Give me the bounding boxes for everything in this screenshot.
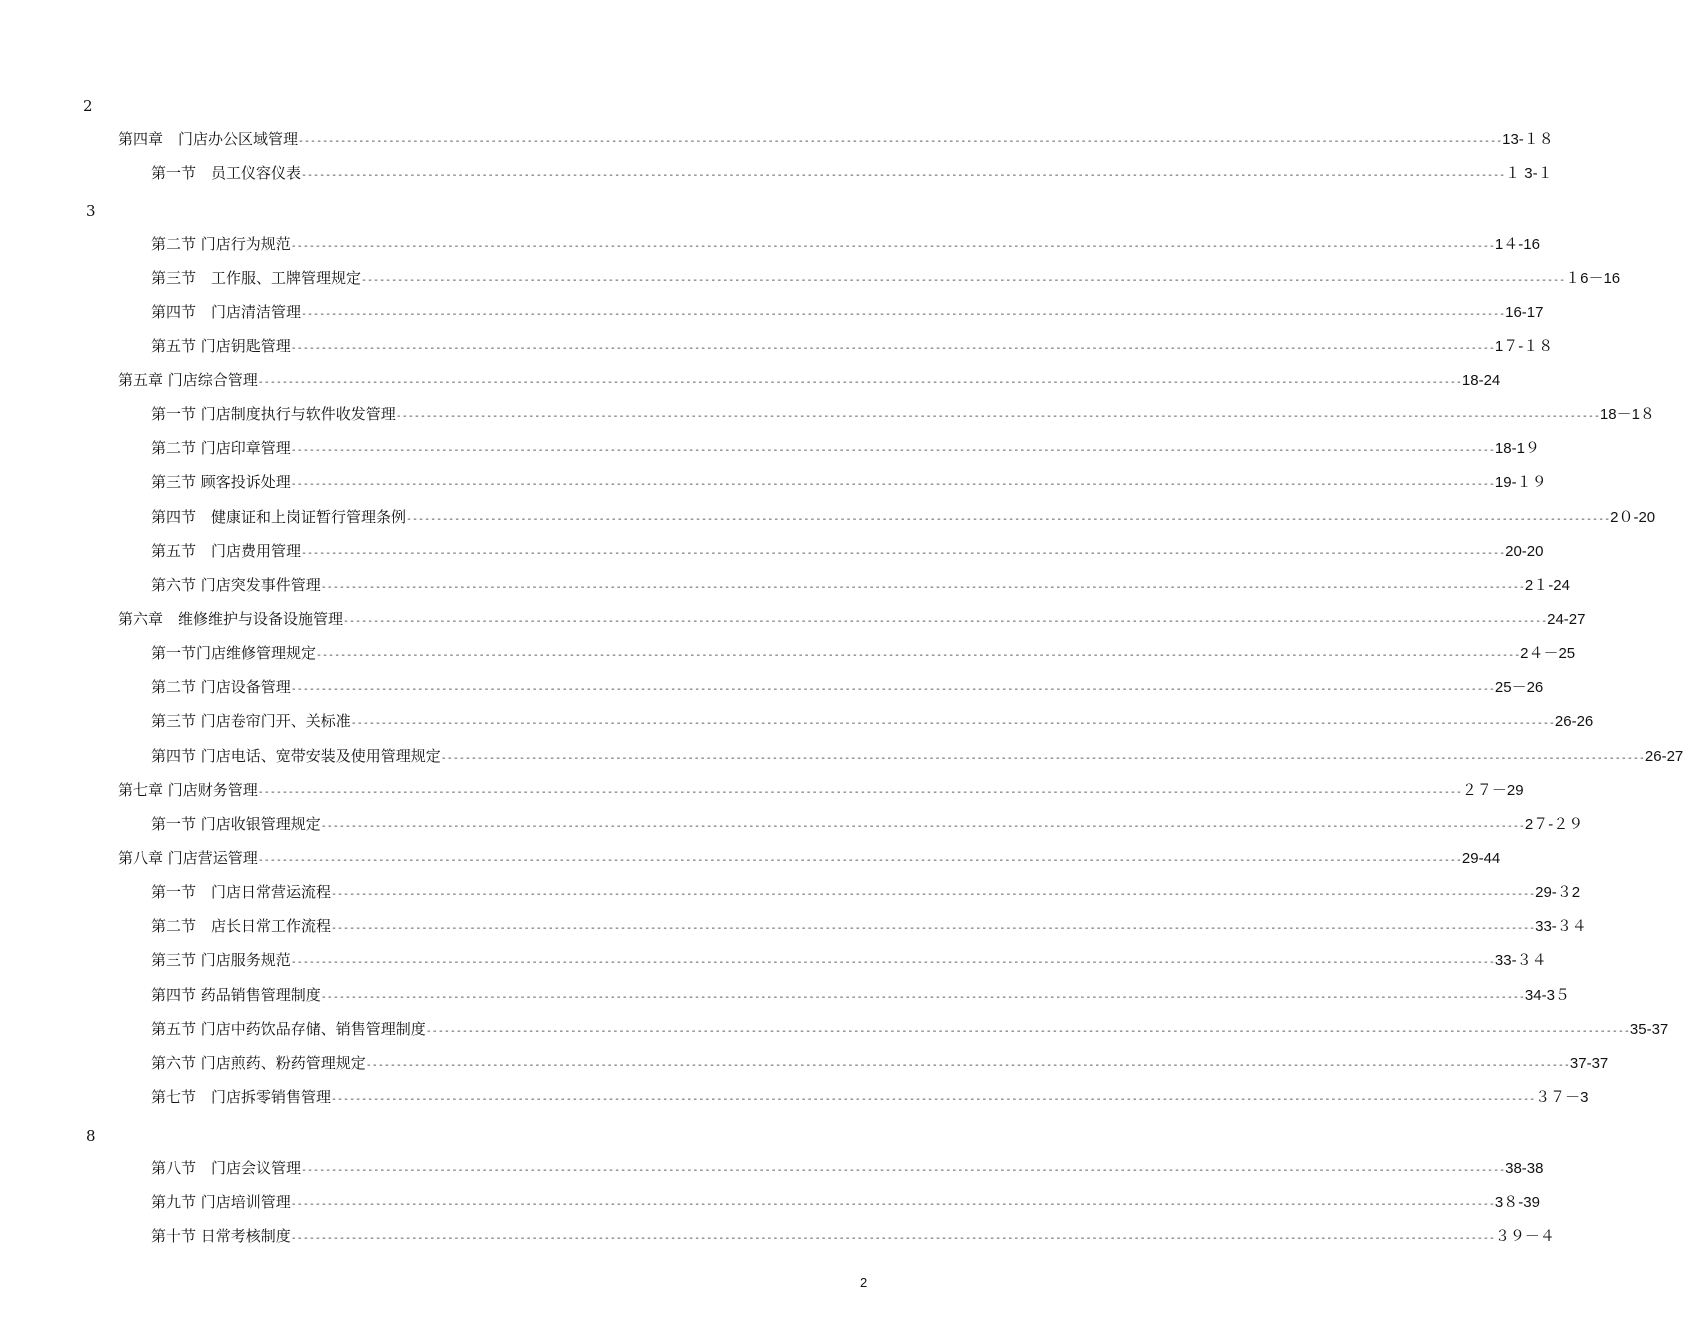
toc-entry (151, 1053, 1609, 1076)
toc-entry-page-range: 2１-24 (1524, 577, 1570, 594)
toc-entry (151, 950, 1547, 973)
toc-entry-page-range: 33-３４ (1535, 918, 1587, 935)
toc-entry-page-range: 18－1８ (1599, 406, 1655, 423)
toc-entry (151, 711, 1594, 734)
toc-entry-title: 第六章 维修维护与设备设施管理 (118, 610, 344, 628)
toc-entry-page-range: 19-１９ (1494, 474, 1547, 491)
dot-leader: -------------------------------------------------------------------------------------------------------------------------------------------------------------------------------------------------------- (290, 479, 1495, 490)
toc-entry-page-range: 1７-１８ (1494, 338, 1554, 355)
toc-entry-page-range: 20-20 (1505, 543, 1544, 560)
toc-entry (151, 916, 1587, 939)
toc-entry-title: 第四章 门店办公区域管理 (118, 130, 299, 148)
toc-entry-title: 第二节 门店印章管理 (151, 439, 291, 457)
toc-entry-page-range: 2４－25 (1520, 645, 1576, 662)
toc-entry-page-range: ２７－29 (1461, 782, 1524, 799)
toc-entry (118, 609, 1586, 632)
toc-entry (151, 814, 1584, 837)
toc-entry-page-range: 18-24 (1461, 372, 1501, 389)
continuation-fragment: 2 (83, 97, 93, 115)
dot-leader: -------------------------------------------------------------------------------------------------------------------------------------------------------------------------------------------------------- (298, 136, 1503, 147)
dot-leader: -------------------------------------------------------------------------------------------------------------------------------------------------------------------------------------------------------- (301, 548, 1506, 559)
toc-entry-page-range: 2０-20 (1610, 509, 1656, 526)
dot-leader: -------------------------------------------------------------------------------------------------------------------------------------------------------------------------------------------------------- (320, 821, 1525, 832)
dot-leader: -------------------------------------------------------------------------------------------------------------------------------------------------------------------------------------------------------- (343, 616, 1548, 627)
toc-entry (151, 507, 1656, 530)
toc-entry-title: 第八章 门店营运管理 (118, 849, 258, 867)
toc-entry-page-range: ３７－3 (1535, 1089, 1589, 1106)
dot-leader: -------------------------------------------------------------------------------------------------------------------------------------------------------------------------------------------------------- (301, 1165, 1506, 1176)
dot-leader: -------------------------------------------------------------------------------------------------------------------------------------------------------------------------------------------------------- (320, 992, 1525, 1003)
toc-entry-title: 第九节 门店培训管理 (151, 1193, 291, 1211)
toc-entry (151, 268, 1621, 291)
toc-entry (151, 541, 1544, 564)
toc-entry-page-range: 26-26 (1554, 713, 1594, 730)
toc-entry-title: 第一节 门店日常营运流程 (151, 883, 332, 901)
toc-entry (118, 370, 1501, 393)
toc-entry-title: 第五节 门店费用管理 (151, 542, 302, 560)
toc-entry-title: 第十节 日常考核制度 (151, 1227, 291, 1245)
toc-entry-page-range: 29-44 (1461, 850, 1501, 867)
toc-entry-page-range: 37-37 (1569, 1055, 1609, 1072)
toc-entry (151, 1019, 1669, 1042)
dot-leader: -------------------------------------------------------------------------------------------------------------------------------------------------------------------------------------------------------- (361, 275, 1566, 286)
dot-leader: -------------------------------------------------------------------------------------------------------------------------------------------------------------------------------------------------------- (290, 241, 1495, 252)
toc-entry-title: 第四节 药品销售管理制度 (151, 986, 321, 1004)
page-number: 2 (860, 1275, 868, 1290)
toc-entry (151, 746, 1683, 769)
toc-entry-page-range: １ 3-１ (1505, 165, 1553, 182)
toc-entry-title: 第五章 门店综合管理 (118, 371, 258, 389)
toc-entry (151, 336, 1554, 359)
toc-entry-title: 第四节 健康证和上岗证暂行管理条例 (151, 508, 407, 526)
dot-leader: -------------------------------------------------------------------------------------------------------------------------------------------------------------------------------------------------------- (440, 753, 1645, 764)
toc-entry (151, 882, 1581, 905)
dot-leader: -------------------------------------------------------------------------------------------------------------------------------------------------------------------------------------------------------- (425, 1026, 1630, 1037)
toc-entry (118, 129, 1554, 152)
toc-entry (151, 1158, 1544, 1181)
continuation-fragment: 3 (86, 202, 96, 220)
dot-leader: -------------------------------------------------------------------------------------------------------------------------------------------------------------------------------------------------------- (290, 1199, 1495, 1210)
toc-entry-title: 第五节 门店中药饮品存储、销售管理制度 (151, 1020, 426, 1038)
toc-entry-title: 第一节 门店收银管理规定 (151, 815, 321, 833)
dot-leader: -------------------------------------------------------------------------------------------------------------------------------------------------------------------------------------------------------- (257, 855, 1462, 866)
toc-entry-title: 第二节 门店行为规范 (151, 235, 291, 253)
toc-entry (151, 438, 1540, 461)
toc-entry-page-range: 26-27 (1644, 748, 1683, 765)
dot-leader: -------------------------------------------------------------------------------------------------------------------------------------------------------------------------------------------------------- (290, 684, 1495, 695)
toc-entry (151, 234, 1540, 257)
toc-entry-title: 第二节 店长日常工作流程 (151, 917, 332, 935)
toc-entry (151, 643, 1576, 666)
toc-entry-page-range: 2７-２９ (1524, 816, 1584, 833)
dot-leader: -------------------------------------------------------------------------------------------------------------------------------------------------------------------------------------------------------- (257, 377, 1462, 388)
toc-entry-title: 第二节 门店设备管理 (151, 678, 291, 696)
toc-entry-title: 第三节 门店服务规范 (151, 951, 291, 969)
toc-entry-page-range: 3８-39 (1494, 1194, 1540, 1211)
toc-entry-page-range: 35-37 (1629, 1021, 1669, 1038)
toc-entry (118, 848, 1501, 871)
dot-leader: -------------------------------------------------------------------------------------------------------------------------------------------------------------------------------------------------------- (257, 787, 1462, 798)
continuation-fragment: 8 (86, 1127, 96, 1145)
toc-entry (151, 677, 1544, 700)
toc-entry-title: 第三节 门店卷帘门开、关标准 (151, 712, 351, 730)
toc-entry (151, 472, 1547, 495)
toc-entry-title: 第四节 门店电话、宽带安装及使用管理规定 (151, 747, 441, 765)
dot-leader: -------------------------------------------------------------------------------------------------------------------------------------------------------------------------------------------------------- (350, 718, 1555, 729)
toc-entry-page-range: ３９－４ (1494, 1228, 1555, 1245)
toc-entry-title: 第三节 工作服、工牌管理规定 (151, 269, 362, 287)
toc-entry-title: 第六节 门店突发事件管理 (151, 576, 321, 594)
dot-leader: -------------------------------------------------------------------------------------------------------------------------------------------------------------------------------------------------------- (290, 445, 1495, 456)
toc-entry-page-range: 18-1９ (1494, 440, 1540, 457)
toc-entry-page-range: 33-３４ (1494, 952, 1547, 969)
toc-entry-page-range: 24-27 (1547, 611, 1586, 628)
toc-entry-page-range: 16-17 (1505, 304, 1544, 321)
dot-leader: -------------------------------------------------------------------------------------------------------------------------------------------------------------------------------------------------------- (331, 889, 1536, 900)
toc-entry-page-range: 1４-16 (1494, 236, 1540, 253)
toc-entry (118, 780, 1524, 803)
dot-leader: -------------------------------------------------------------------------------------------------------------------------------------------------------------------------------------------------------- (395, 411, 1600, 422)
toc-entry-page-range: 34-3５ (1524, 987, 1570, 1004)
toc-entry-title: 第七章 门店财务管理 (118, 781, 258, 799)
toc-entry (151, 404, 1655, 427)
toc-entry-page-range: 29-３2 (1535, 884, 1581, 901)
dot-leader: -------------------------------------------------------------------------------------------------------------------------------------------------------------------------------------------------------- (406, 514, 1611, 525)
toc-entry (151, 985, 1570, 1008)
toc-entry-title: 第一节 门店制度执行与软件收发管理 (151, 405, 396, 423)
toc-entry (151, 1087, 1589, 1110)
dot-leader: -------------------------------------------------------------------------------------------------------------------------------------------------------------------------------------------------------- (316, 650, 1521, 661)
dot-leader: -------------------------------------------------------------------------------------------------------------------------------------------------------------------------------------------------------- (290, 1233, 1495, 1244)
dot-leader: -------------------------------------------------------------------------------------------------------------------------------------------------------------------------------------------------------- (365, 1060, 1570, 1071)
toc-entry-page-range: １6－16 (1565, 270, 1621, 287)
dot-leader: -------------------------------------------------------------------------------------------------------------------------------------------------------------------------------------------------------- (320, 582, 1525, 593)
toc-entry (151, 302, 1544, 325)
toc-entry-title: 第三节 顾客投诉处理 (151, 473, 291, 491)
dot-leader: -------------------------------------------------------------------------------------------------------------------------------------------------------------------------------------------------------- (290, 343, 1495, 354)
toc-entry-title: 第一节 员工仪容仪表 (151, 164, 302, 182)
toc-entry-page-range: 13-１８ (1502, 131, 1554, 148)
toc-entry-title: 第六节 门店煎药、粉药管理规定 (151, 1054, 366, 1072)
toc-entry-title: 第八节 门店会议管理 (151, 1159, 302, 1177)
dot-leader: -------------------------------------------------------------------------------------------------------------------------------------------------------------------------------------------------------- (331, 923, 1536, 934)
toc-entry-page-range: 38-38 (1505, 1160, 1544, 1177)
toc-entry (151, 575, 1570, 598)
dot-leader: -------------------------------------------------------------------------------------------------------------------------------------------------------------------------------------------------------- (301, 170, 1506, 181)
toc-entry-title: 第四节 门店清洁管理 (151, 303, 302, 321)
dot-leader: -------------------------------------------------------------------------------------------------------------------------------------------------------------------------------------------------------- (290, 957, 1495, 968)
toc-entry-page-range: 25－26 (1494, 679, 1544, 696)
toc-entry (151, 1192, 1540, 1215)
toc-entry (151, 163, 1553, 186)
toc-entry-title: 第一节门店维修管理规定 (151, 644, 317, 662)
toc-entry-title: 第七节 门店拆零销售管理 (151, 1088, 332, 1106)
toc-entry (151, 1226, 1555, 1249)
toc-entry-title: 第五节 门店钥匙管理 (151, 337, 291, 355)
dot-leader: -------------------------------------------------------------------------------------------------------------------------------------------------------------------------------------------------------- (331, 1094, 1536, 1105)
dot-leader: -------------------------------------------------------------------------------------------------------------------------------------------------------------------------------------------------------- (301, 309, 1506, 320)
